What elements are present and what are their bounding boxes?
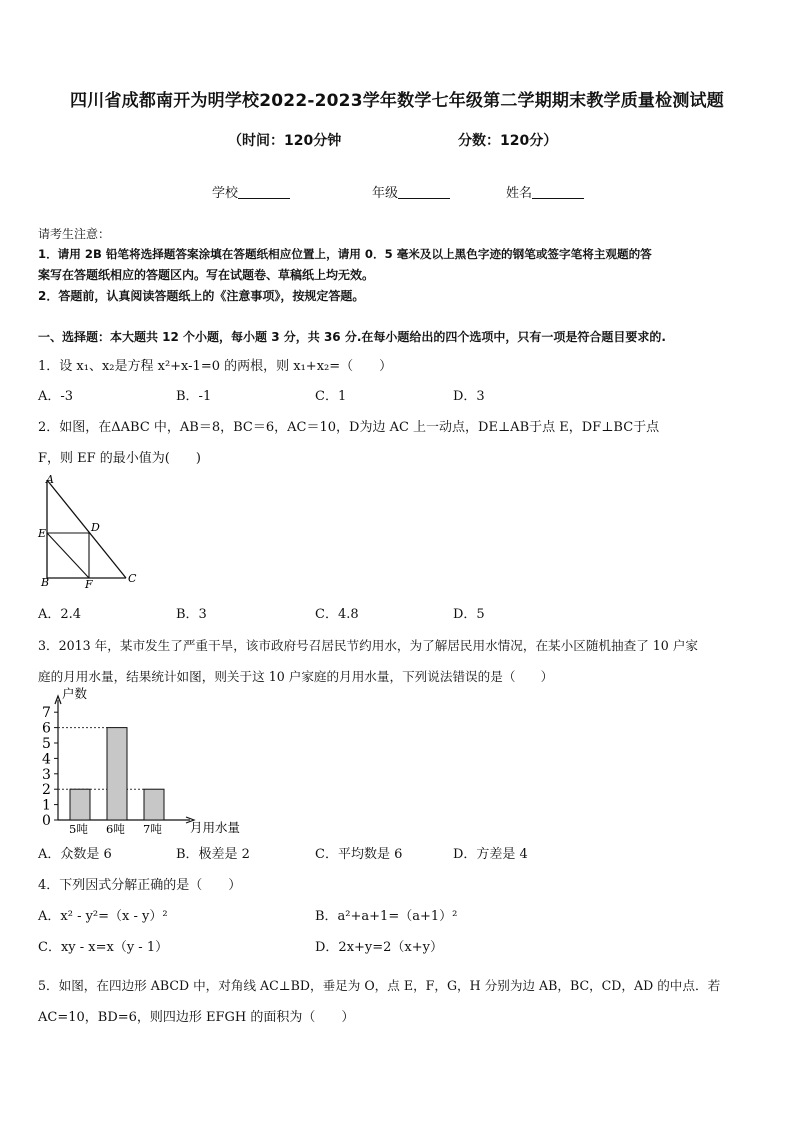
exam-title: 四川省成都南开为明学校2022-2023学年数学七年级第二学期期末教学质量检测试题 (70, 91, 724, 111)
category-label: 5吨 (69, 822, 88, 836)
q4-stem: 4．下列因式分解正确的是（ ） (38, 878, 242, 893)
x-axis-label: 月用水量 (190, 820, 241, 835)
category-label: 7吨 (143, 822, 162, 836)
y-tick-label: 4 (42, 751, 51, 768)
grade-field (372, 182, 450, 201)
name-blank (532, 186, 584, 199)
q2-option-a: A．2.4 (38, 607, 82, 622)
q3-option-a: A．众数是 6 (38, 847, 112, 862)
segment-ef (47, 533, 89, 578)
q2-option-c: C．4.8 (315, 607, 359, 622)
q3-option-b: B．极差是 2 (176, 847, 250, 862)
label-a: A (46, 474, 54, 486)
label-d: D (91, 521, 100, 534)
q3-option-d: D．方差是 4 (453, 847, 528, 862)
notice-heading: 请考生注意： (38, 227, 111, 241)
y-tick-label: 1 (42, 797, 51, 814)
name-field (506, 182, 584, 201)
q3-stem-line1: 3．2013 年，某市发生了严重干旱，该市政府号召居民节约用水，为了解居民用水情况，在某小区随机抽查了 10 户家 (38, 638, 699, 653)
notice-item1-line1: 1．请用 2B 铅笔将选择题答案涂填在答题纸相应位置上，请用 0．5 毫米及以上黑色字迹的钢笔或签字笔将主观题的答 (38, 247, 652, 261)
notice-item1-line2: 案写在答题纸相应的答题区内。写在试题卷、草稿纸上均无效。 (38, 268, 375, 282)
y-axis-label: 户数 (62, 686, 88, 701)
grade-blank (398, 186, 450, 199)
y-tick-label: 5 (42, 736, 51, 752)
q4-option-c: C．xy - x=x（y - 1） (38, 940, 169, 955)
exam-score: 分数：120分） (458, 133, 558, 149)
bar (107, 728, 127, 820)
side-ac (47, 480, 126, 578)
section-heading: 一、选择题：本大题共 12 个小题，每小题 3 分，共 36 分.在每小题给出的四个选项中，只有一项是符合题目要求的. (38, 330, 666, 344)
q2-triangle-figure (36, 474, 146, 594)
y-tick-label: 7 (42, 705, 51, 722)
q3-option-c: C．平均数是 6 (315, 847, 403, 862)
y-tick-label: 6 (42, 720, 51, 737)
q4-option-a: A．x² - y²=（x - y）² (38, 909, 168, 924)
label-c: C (128, 572, 137, 585)
exam-time: （时间：120分钟 (228, 133, 342, 149)
y-tick-label: 3 (42, 766, 51, 783)
q1-option-b: B．-1 (176, 389, 212, 404)
school-label: 学校 (212, 186, 239, 201)
y-tick-label: 2 (42, 782, 51, 799)
label-f: F (85, 578, 93, 591)
q1-option-d: D．3 (453, 389, 485, 404)
q5-stem-line1: 5．如图，在四边形 ABCD 中，对角线 AC⊥BD，垂足为 O，点 E，F，G，H 分别为边 AB，BC，CD，AD 的中点．若 (38, 978, 721, 993)
label-e: E (38, 527, 47, 540)
school-field (212, 182, 290, 201)
q1-option-a: A．-3 (38, 389, 74, 404)
q4-option-b: B．a²+a+1=（a+1）² (315, 909, 458, 924)
notice-item2: 2．答题前，认真阅读答题纸上的《注意事项》，按规定答题。 (38, 289, 365, 303)
q5-stem-line2: AC=10，BD=6，则四边形 EFGH 的面积为（ ） (38, 1010, 355, 1025)
q2-stem-line2: F，则 EF 的最小值为( ) (38, 451, 201, 466)
q2-option-b: B．3 (176, 607, 207, 622)
q3-stem-line2: 庭的月用水量，结果统计如图，则关于这 10 户家庭的月用水量，下列说法错误的是（ ） (38, 669, 554, 684)
q1-option-c: C．1 (315, 389, 347, 404)
label-b: B (41, 576, 50, 589)
name-label: 姓名 (506, 186, 533, 201)
bar (144, 789, 164, 820)
q4-option-d: D．2x+y=2（x+y） (315, 940, 443, 955)
y-tick-label: 0 (42, 813, 51, 829)
grade-label: 年级 (372, 186, 399, 201)
q3-bar-chart (30, 686, 260, 838)
category-label: 6吨 (106, 822, 125, 836)
school-blank (238, 186, 290, 199)
bar (70, 789, 90, 820)
q2-option-d: D．5 (453, 607, 485, 622)
q1-stem: 1．设 x₁、x₂是方程 x²+x-1=0 的两根，则 x₁+x₂=（ ） (38, 359, 393, 374)
q2-stem-line1: 2．如图，在ΔABC 中，AB＝8，BC＝6，AC＝10，D为边 AC 上一动点，DE⊥AB于点 E，DF⊥BC于点 (38, 420, 660, 435)
